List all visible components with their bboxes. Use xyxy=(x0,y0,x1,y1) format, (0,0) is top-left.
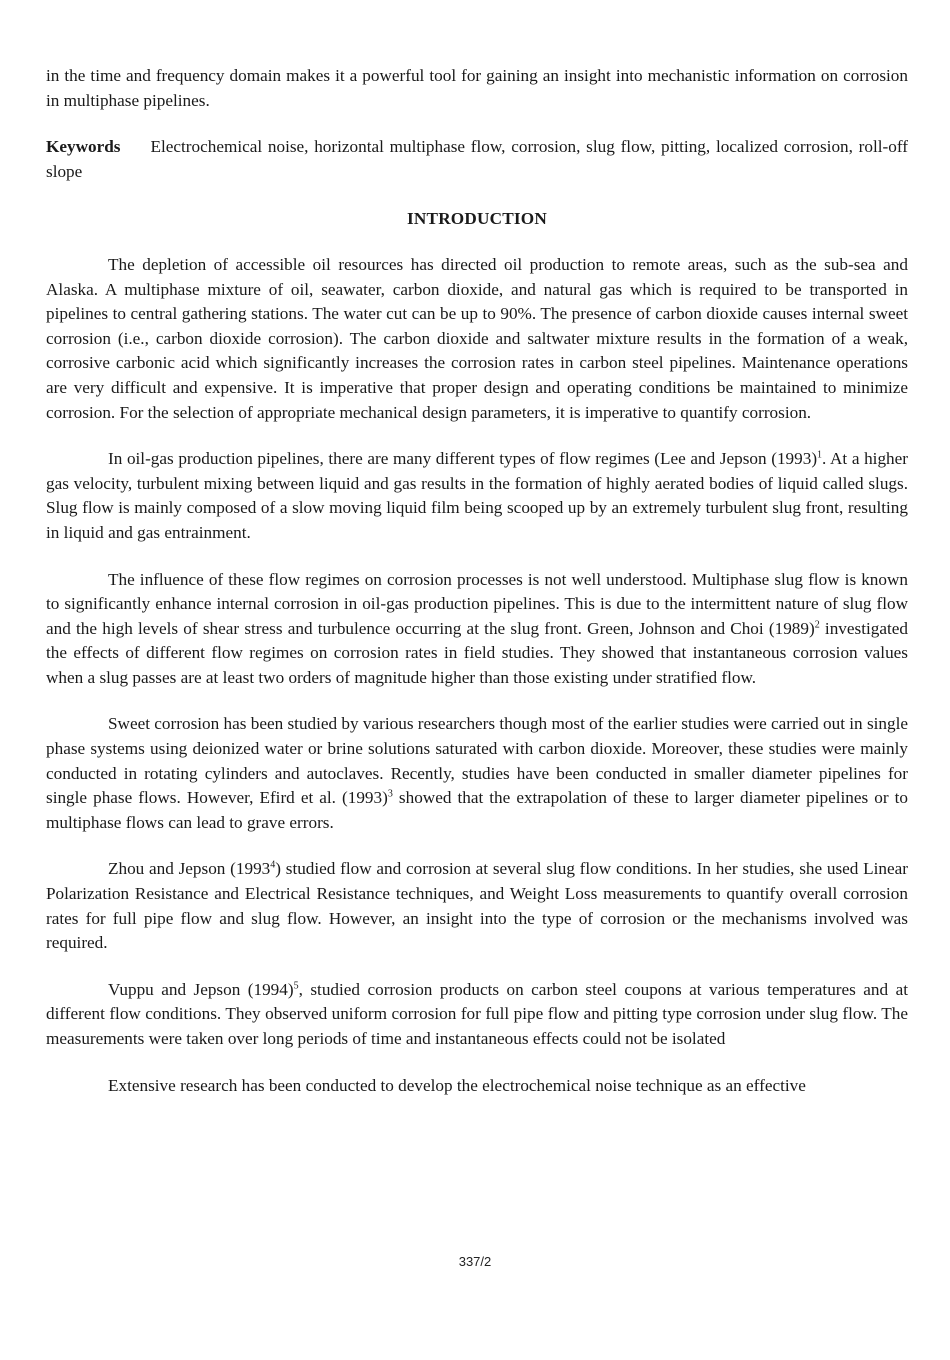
paragraph-text: , studied corrosion products on carbon steel coupons at various temperatures and at different flow conditions. They observed uniform corrosion for full pipe flow and pitting type corrosion under slug flow. The measurements were taken over long periods of time and instantaneous effects could not be isolated xyxy=(46,979,908,1048)
paragraph-text: . At a higher gas velocity, turbulent mixing between liquid and gas results in the formation of highly aerated bodies of liquid called slugs. Slug flow is mainly composed of a slow moving liquid film being scooped up by an extremely turbulent slug front, resulting in liquid and gas entrainment. xyxy=(46,449,908,542)
paragraph-text: Sweet corrosion has been studied by various researchers though most of the earlier studies were carried out in single phase systems using deionized water or brine solutions saturated with carbon dioxide. Moreover, these studies were mainly conducted in rotating cylinders and autoclaves. Recently, studies have been conducted in smaller diameter pipelines for single phase flows. However, Efird et al. (1993) xyxy=(46,714,908,808)
page-number: 337/2 xyxy=(458,1254,492,1269)
intro-paragraph-4 xyxy=(46,712,908,835)
paragraph-text: Vuppu and Jepson (1994) xyxy=(108,979,294,999)
paragraph-text: showed that the extrapolation of these to larger diameter pipelines or to multiphase flows can lead to grave errors. xyxy=(46,788,908,832)
paragraph-text: ) studied flow and corrosion at several slug flow conditions. In her studies, she used Linear Polarization Resistance and Electrical Resistance techniques, and Weight Loss measurements to quantify overall corrosion rates for full pipe flow and slug flow. However, an insight into the type of corrosion or the mechanisms involved was required. xyxy=(46,859,908,953)
paragraph-text: The influence of these flow regimes on corrosion processes is not well understood. Multiphase slug flow is known to significantly enhance internal corrosion in oil-gas production pipelines. This is due to the intermittent nature of slug flow and the high levels of shear stress and turbulence occurring at the slug front. Green, Johnson and Choi (1989) xyxy=(46,569,908,638)
intro-paragraph-5 xyxy=(46,857,908,955)
reference-superscript: 1 xyxy=(817,449,823,461)
intro-paragraph-3 xyxy=(46,568,908,691)
page-body xyxy=(46,64,908,1098)
reference-superscript: 3 xyxy=(387,788,393,800)
section-heading: INTRODUCTION xyxy=(407,209,547,229)
paragraph-text: In oil-gas production pipelines, there are many different types of flow regimes (Lee and Jepson (1993) xyxy=(108,449,818,469)
intro-paragraph-1: The depletion of accessible oil resources has directed oil production to remote areas, such as the sub-sea and Alaska. A multiphase mixture of oil, seawater, carbon dioxide, and natural gas which is required to be transported in pipelines to central gathering stations. The water cut can be up to 90%. The presence of carbon dioxide causes internal sweet corrosion (i.e., carbon dioxide corrosion). The carbon dioxide and saltwater mixture results in the formation of a weak, corrosive carbonic acid which significantly increases the corrosion rates in carbon steel pipelines. Maintenance operations are very difficult and expensive. It is imperative that proper design and operating conditions be maintained to minimize corrosion. For the selection of appropriate mechanical design parameters, it is imperative to quantify corrosion. xyxy=(46,254,908,422)
abstract-continuation: in the time and frequency domain makes it a powerful tool for gaining an insight into mechanistic information on corrosion in multiphase pipelines. xyxy=(46,66,908,110)
intro-paragraph-6 xyxy=(46,978,908,1052)
paragraph-text: investigated the effects of different flow regimes on corrosion rates in field studies. They showed that instantaneous corrosion values when a slug passes are at least two orders of magnitude higher than those existing under stratified flow. xyxy=(46,618,908,687)
keywords-text: Electrochemical noise, horizontal multiphase flow, corrosion, slug flow, pitting, localized corrosion, roll-off slope xyxy=(46,137,908,181)
reference-superscript: 2 xyxy=(814,618,820,630)
keywords-label: Keywords xyxy=(46,137,121,157)
intro-paragraph-2 xyxy=(46,447,908,545)
paragraph-text: Zhou and Jepson (1993 xyxy=(108,859,271,879)
keywords-line xyxy=(46,135,908,184)
reference-superscript: 4 xyxy=(270,859,276,871)
reference-superscript: 5 xyxy=(293,980,299,992)
intro-paragraph-7: Extensive research has been conducted to develop the electrochemical noise technique as an effective xyxy=(108,1075,806,1095)
